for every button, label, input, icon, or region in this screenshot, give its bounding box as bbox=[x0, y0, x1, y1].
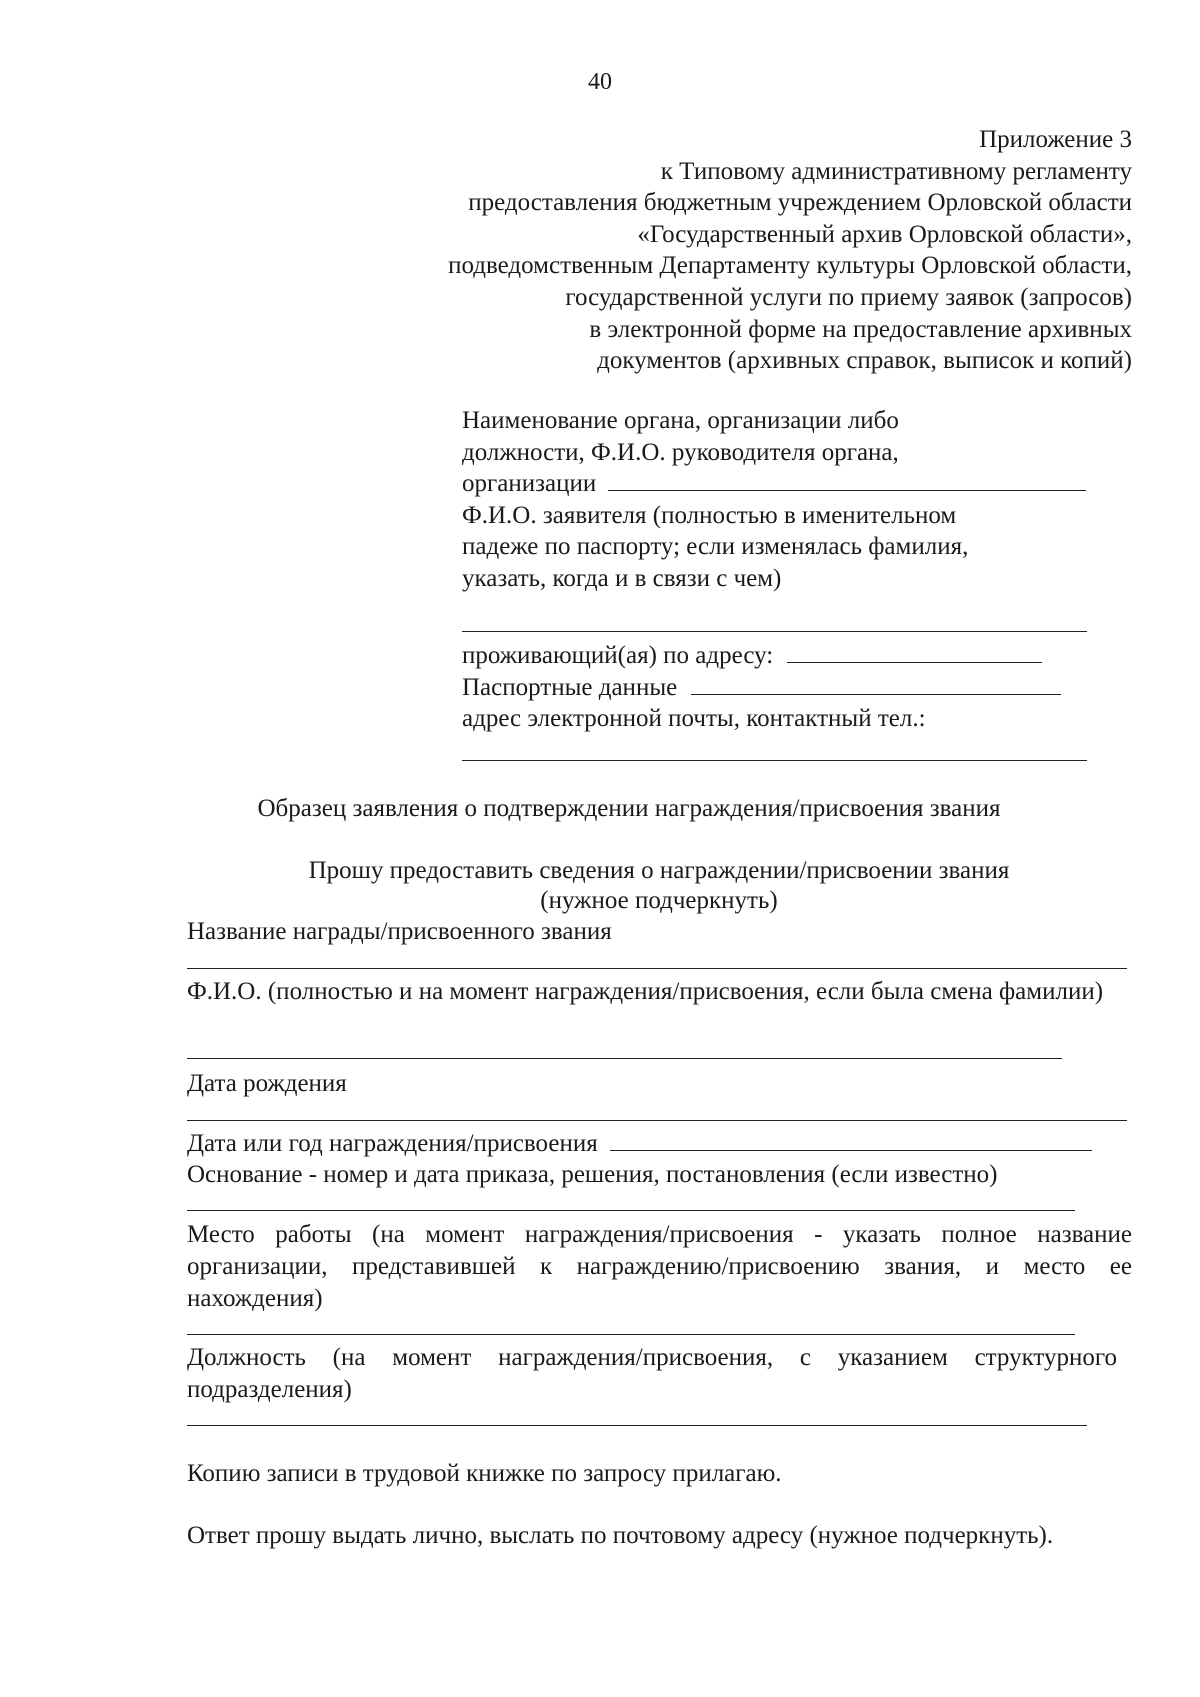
award-name-field[interactable] bbox=[187, 968, 1127, 969]
addressee-line: Наименование органа, организации либо bbox=[462, 407, 899, 434]
request-note: (нужное подчеркнуть) bbox=[540, 887, 778, 914]
award-name-label: Название награды/присвоенного звания bbox=[187, 918, 612, 945]
organization-label: организации bbox=[462, 470, 597, 498]
appendix-line: подведомственным Департаменту культуры Орловской области, bbox=[448, 252, 1132, 280]
request-block bbox=[0, 855, 1200, 915]
appendix-line: государственной услуги по приему заявок (запросов) bbox=[565, 283, 1132, 311]
request-line: Прошу предоставить сведения о награждении/присвоении звания bbox=[308, 857, 1010, 884]
award-date-label: Дата или год награждения/присвоения bbox=[187, 1130, 598, 1157]
residence-label: проживающий(ая) по адресу: bbox=[462, 642, 774, 669]
appendix-line: документов (архивных справок, выписок и копий) bbox=[597, 347, 1132, 375]
appendix-line: к Типовому административному регламенту bbox=[660, 157, 1132, 185]
addressee-line: падеже по паспорту; если изменялась фамилия, bbox=[462, 533, 969, 561]
sample-title: Образец заявления о подтверждении награждения/присвоения звания bbox=[257, 795, 1001, 822]
workplace-label: Место работы (на момент награждения/присвоения - указать полное название организации, представившей к награждению/присвоению звания, и место ее нахождения) bbox=[187, 1221, 1132, 1312]
contacts-label: адрес электронной почты, контактный тел.: bbox=[462, 705, 926, 733]
passport-field[interactable] bbox=[691, 672, 1061, 695]
addressee-block bbox=[462, 405, 1102, 595]
appendix-header bbox=[232, 124, 1132, 377]
addressee-line: должности, Ф.И.О. руководителя органа, bbox=[462, 438, 899, 466]
organization-row bbox=[462, 468, 1102, 500]
appendix-line: Приложение 3 bbox=[979, 126, 1132, 153]
residence-row bbox=[462, 640, 1102, 672]
addressee-line: Ф.И.О. заявителя (полностью в именительном bbox=[462, 501, 957, 529]
organization-field[interactable] bbox=[608, 468, 1086, 491]
full-name-field[interactable] bbox=[187, 1058, 1062, 1059]
passport-label: Паспортные данные bbox=[462, 673, 678, 701]
passport-row bbox=[462, 672, 1102, 704]
appendix-line: «Государственный архив Орловской области», bbox=[637, 220, 1132, 248]
appendix-line: предоставления бюджетным учреждением Орловской области bbox=[468, 189, 1132, 217]
appendix-line: в электронной форме на предоставление архивных bbox=[589, 315, 1132, 343]
basis-field[interactable] bbox=[187, 1210, 1075, 1211]
copy-attached-text: Копию записи в трудовой книжке по запросу прилагаю. bbox=[187, 1460, 782, 1487]
birth-date-field[interactable] bbox=[187, 1120, 1127, 1121]
award-date-row bbox=[187, 1128, 1132, 1159]
addressee-line: указать, когда и в связи с чем) bbox=[462, 564, 782, 592]
workplace-field[interactable] bbox=[187, 1334, 1075, 1335]
position-field[interactable] bbox=[187, 1425, 1087, 1426]
residence-field[interactable] bbox=[787, 640, 1042, 663]
applicant-name-field[interactable] bbox=[462, 631, 1087, 632]
position-label: Должность (на момент награждения/присвоения, с указанием структурного подразделения) bbox=[187, 1344, 1117, 1403]
contacts-field[interactable] bbox=[462, 760, 1087, 761]
page-number: 40 bbox=[588, 69, 612, 95]
basis-label: Основание - номер и дата приказа, решения, постановления (если известно) bbox=[187, 1161, 998, 1188]
award-date-field[interactable] bbox=[610, 1128, 1092, 1151]
full-name-label: Ф.И.О. (полностью и на момент награждения/присвоения, если была смена фамилии) bbox=[187, 978, 1104, 1005]
applicant-contacts-block bbox=[462, 640, 1102, 735]
delivery-text: Ответ прошу выдать лично, выслать по почтовому адресу (нужное подчеркнуть). bbox=[187, 1522, 1054, 1549]
birth-date-label: Дата рождения bbox=[187, 1070, 347, 1097]
